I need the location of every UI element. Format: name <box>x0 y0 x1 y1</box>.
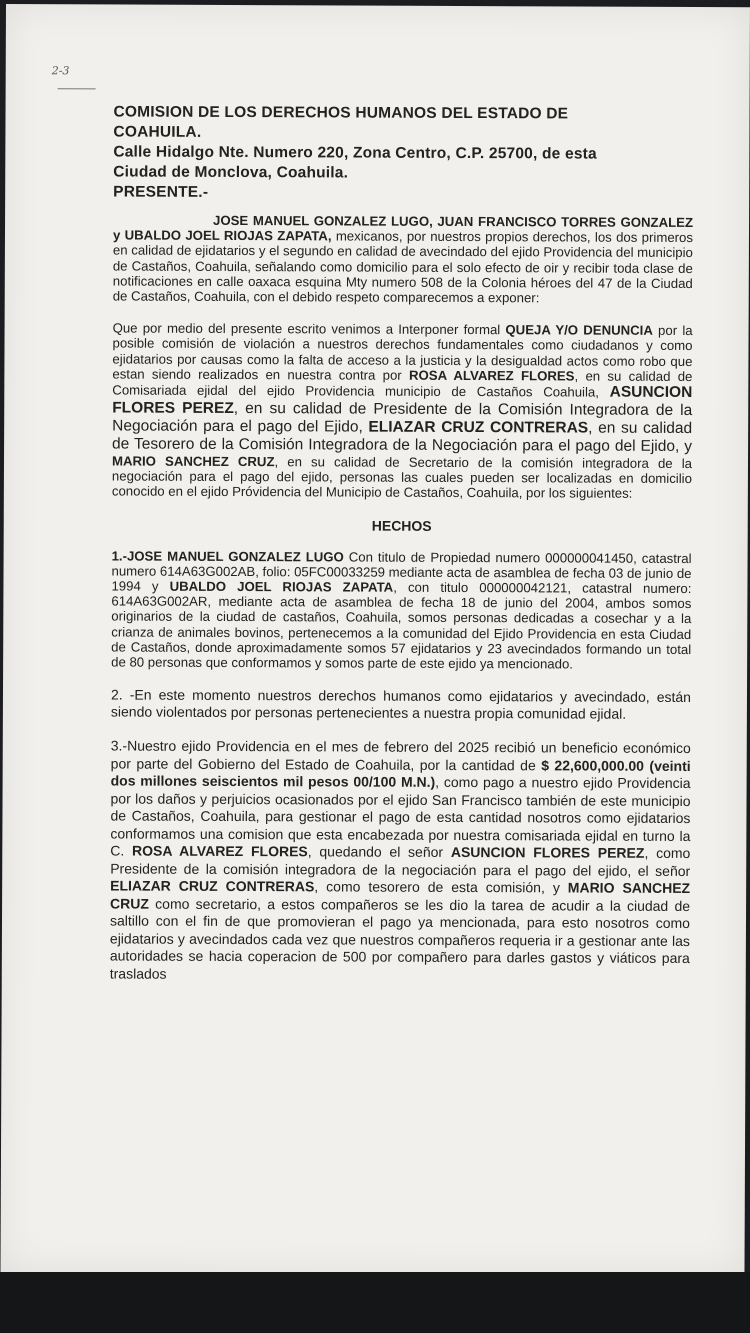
queja-text-2: por la posible comisión de violación a nuestros derechos fundamentales como ciudadanos y como ejidatarios por causas como la falta de acceso a la justicia y la desigualdad actos como robo que estan siendo realizados en nuestra contra por <box>112 323 693 383</box>
header-line-3: Calle Hidalgo Nte. Numero 220, Zona Centro, C.P. 25700, de esta <box>113 143 597 163</box>
hecho-3-text-5: , como tesorero de esta comisión, y <box>314 878 568 896</box>
hecho-3-text-6: como secretario, a estos compañeros se les dio la tarea de acudir a la ciudad de saltillo con el fin de que promovieran el pago ya mencionada, para esto nosotros como ejidatarios y avecindados cada vez que nuestros compañeros requeria ir a gestionar ante las autoridades se hacia coperacion de 500 por compañero para darles gastos y viáticos para traslados <box>109 895 691 982</box>
header-line-2: COAHUILA. <box>113 123 202 141</box>
intro-text: mexicanos, por nuestros propios derechos, los dos primeros en calidad de ejidatarios y el segundo en calidad de avecindado del ejido Providencia del municipio de Castaños, Coahuila, señalando como domicilio para el solo efecto de oir y recibir toda clase de notificaciones en calle oaxaca esquina Mty numero 508 de la Colonia héroes del 47 de la Ciudad de Castaños, Coahuila, con el debido respeto comparecemos a exponer: <box>112 228 694 306</box>
hecho-3-bold-4: ELIAZAR CRUZ CONTRERAS <box>110 877 315 895</box>
hecho-3-text-3: , quedando el señor <box>307 843 451 861</box>
queja-bold-3: ASUNCION FLORES PEREZ <box>112 383 693 418</box>
handwritten-underline <box>58 88 96 89</box>
header-line-5: PRESENTE.- <box>113 183 209 201</box>
hecho-1-number: 1.- <box>111 548 128 564</box>
hecho-3-paragraph <box>110 738 691 986</box>
hecho-3-bold-5: MARIO SANCHEZ CRUZ <box>110 879 691 912</box>
queja-text-3: , en su calidad de Comisariada ejidal del ejido Providencia municipio de Castaños Coahuila, <box>112 368 693 400</box>
document-page <box>0 4 750 1275</box>
header-line-1: COMISION DE LOS DERECHOS HUMANOS DEL ESTADO DE <box>113 103 569 123</box>
queja-text-6: , en su calidad de Secretario de la comisión integradora de la negociación para el pago del ejido, personas las cuales pueden ser localizadas en domicilio conocido en el ejido Próvidencia del Municipio de Castaños, Coahuila, por los siguientes: <box>111 454 693 502</box>
hecho-3-bold-3: ASUNCION FLORES PEREZ <box>450 844 645 862</box>
queja-text-1: Que por medio del presente escrito venimos a Interponer formal <box>112 320 506 338</box>
intro-names: JOSE MANUEL GONZALEZ LUGO, JUAN FRANCISCO TORRES GONZALEZ y UBALDO JOEL RIOJAS ZAPATA, <box>112 212 694 244</box>
header-line-4: Ciudad de Monclova, Coahuila. <box>113 163 349 182</box>
background-surface <box>0 1272 750 1333</box>
queja-bold-1: QUEJA Y/O DENUNCIA <box>505 322 653 339</box>
hecho-1-text-2: , con titulo 000000042121, catastral numero: 614A63G002AR, mediante acta de asamblea de fecha 18 de junio del 2004, ambos somos originarios de la ciudad de castaños, Coahuila, somos personas dedicadas a cosechar y a la crianza de animales bovinos, pertenecemos a la comunidad del Ejido Providencia en esta Ciudad de Castaños, donde aproximadamente somos 57 ejidatarios y 23 avecindados formando un total de 80 personas que conformamos y somos parte de este ejido ya mencionado. <box>111 579 692 672</box>
queja-bold-2: ROSA ALVAREZ FLORES <box>408 367 575 384</box>
hecho-3-text-1: 3.-Nuestro ejido Providencia en el mes de febrero del 2025 recibió un beneficio económico por parte del Gobierno del Estado de Coahuila, por la cantidad de <box>110 737 691 774</box>
queja-bold-5: MARIO SANCHEZ CRUZ <box>111 453 275 470</box>
queja-paragraph <box>112 321 693 502</box>
hecho-3-text-4: , como Presidente de la comisión integradora de la negociación para el pago del ejido, el señor <box>110 845 691 879</box>
queja-text-4: , en su calidad de Presidente de la Comisión Integradora de la Negociación para el pago del Ejido, <box>112 400 693 436</box>
queja-bold-4: ELIAZAR CRUZ CONTRERAS <box>368 418 589 437</box>
hecho-3-text-2: , como pago a nuestro ejido Providencia por los daños y perjuicios ocasionados por el ejido San Francisco también de este municipio de Castaños, Coahuila, para gestionar el pago de esta cantidad nosotros como ejidatarios conformamos una comision que esta encabezada por nuestra comisariada ejidal en turno la C. <box>110 774 691 859</box>
hecho-3-bold-1: $ 22,600,000.00 (veinti dos millones seiscientos mil pesos 00/100 M.N.) <box>110 757 691 791</box>
hecho-3-bold-2: ROSA ALVAREZ FLORES <box>132 842 308 860</box>
intro-paragraph <box>113 212 693 306</box>
recipient-header <box>113 102 693 205</box>
queja-text-5: , en su calidad de Tesorero de la Comisión Integradora de la Negociación para el pago del Ejido, y <box>112 419 693 456</box>
hecho-1-bold-1: JOSE MANUEL GONZALEZ LUGO <box>126 548 344 565</box>
document-body <box>110 102 694 1002</box>
hecho-2-paragraph: 2. -En este momento nuestros derechos humanos como ejidatarios y avecindado, están siendo violentados por personas pertenecientes a nuestra propia comunidad ejidal. <box>110 686 692 722</box>
hecho-1-paragraph <box>111 548 692 672</box>
hechos-title: HECHOS <box>371 517 432 534</box>
hecho-1-bold-2: UBALDO JOEL RIOJAS ZAPATA <box>169 578 394 595</box>
hecho-1-text-1: Con titulo de Propiedad numero 000000041450, catastral numero 614A63G002AB, folio: 05FC00033259 mediante acta de asamblea de fecha 03 de junio de 1994 y <box>111 549 692 594</box>
handwritten-page-number: 2-3 <box>51 64 70 78</box>
